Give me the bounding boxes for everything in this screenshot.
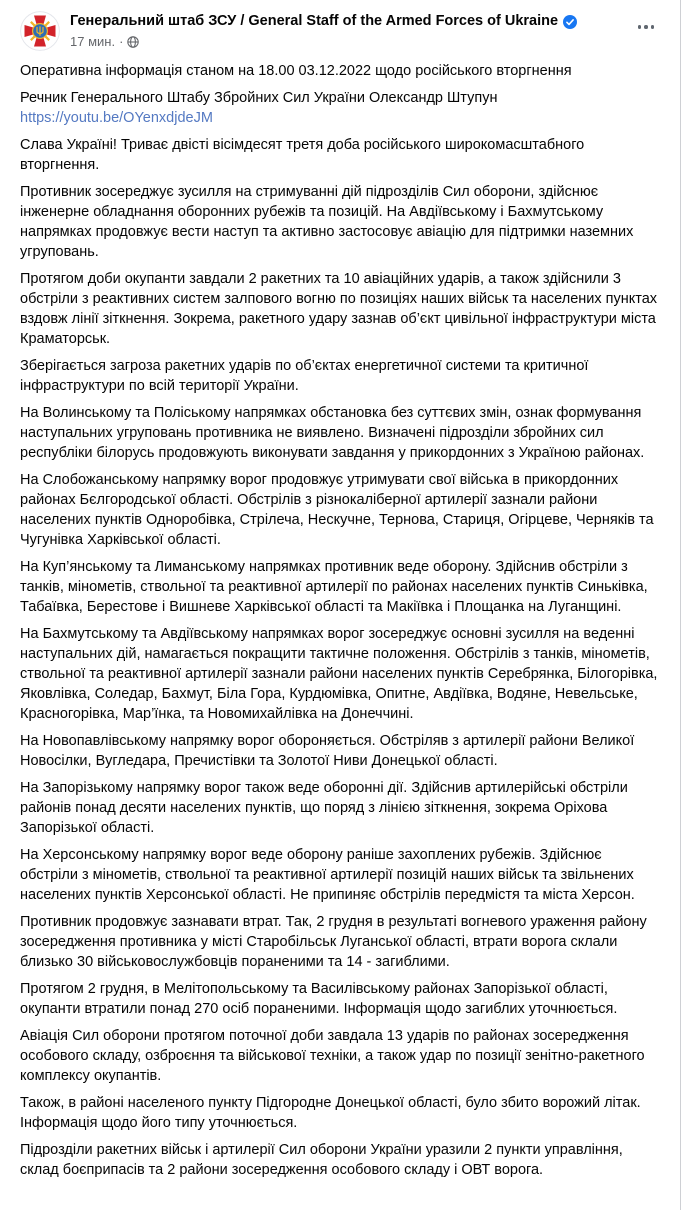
- post-text-body: [0, 55, 680, 1194]
- post-paragraph: Слава Україні! Триває двісті вісімдесят третя доба російського широкомасштабного вторгнення.: [20, 137, 585, 173]
- post-paragraph: Зберігається загроза ракетних ударів по об’єктах енергетичної системи та критичної інфраструктури по всій території України.: [20, 358, 589, 394]
- post-paragraph: Протягом доби окупанти завдали 2 ракетних та 10 авіаційних ударів, а також здійснили 3 обстріли з реактивних систем залпового вогню по позиціях наших військ та населених пунктах вздовж лінії зіткнення. Зокрема, ракетного удару зазнав об’єкт цивільної інфраструктури міста Краматорськ.: [20, 271, 658, 347]
- post-paragraph: На Волинському та Поліському напрямках обстановка без суттєвих змін, ознак формування наступальних угруповань противника не виявлено. Визначені підрозділи збройних сил республіки білорусь продовжують виконувати завдання у прикордонних з Україною районах.: [20, 405, 645, 461]
- post-paragraph: На Бахмутському та Авдіївському напрямках ворог зосереджує основні зусилля на веденні наступальних дій, намагається покращити тактичне положення. Обстрілів з танків, мінометів, ствольної та реактивної артилерії зазнали райони населених пунктів Серебрянка, Білогорівка, Яковлівка, Соледар, Бахмут, Біла Гора, Курдюмівка, Опитне, Авдіївка, Водяне, Невельське, Красногорівка, Мар’їнка, та Новомихайлівка на Донеччині.: [20, 626, 658, 722]
- public-audience-globe-icon: [127, 36, 139, 48]
- post-timestamp[interactable]: 17 мин.: [70, 34, 116, 49]
- post-paragraph: Оперативна інформація станом на 18.00 03.12.2022 щодо російського вторгнення: [20, 63, 572, 79]
- post-paragraph: На Новопавлівському напрямку ворог обороняється. Обстріляв з артилерії райони Великої Новосілки, Вугледара, Пречистівки та Золотої Ниви Донецької області.: [20, 733, 635, 769]
- post-paragraph: Авіація Сил оборони протягом поточної доби завдала 13 ударів по районах зосередження особового складу, озброєння та військової техніки, а також удар по позиції зенітно-ракетного комплексу окупантів.: [20, 1028, 645, 1084]
- spokesman-line: Речник Генерального Штабу Збройних Сил України Олександр Штупун: [20, 90, 498, 106]
- post-meta-row: [70, 34, 626, 49]
- post-paragraph: Підрозділи ракетних військ і артилерії Сил оборони України уразили 2 пункти управління, склад боєприпасів та 2 райони зосередження особового складу і ОВТ ворога.: [20, 1142, 623, 1178]
- post-paragraph: На Куп’янському та Лиманському напрямках противник веде оборону. Здійснив обстріли з танків, мінометів, ствольної та реактивної артилерії по районах населених пунктів Синьківка, Табаївка, Берестове і Вишневе Харківської області та Макіївка і Площанка на Луганщині.: [20, 559, 648, 615]
- youtube-video-link[interactable]: https://youtu.be/OYenxdjdeJM: [20, 110, 213, 126]
- more-options-dot: [644, 25, 648, 29]
- post-paragraph: [20, 88, 660, 128]
- post-paragraph: На Слобожанському напрямку ворог продовжує утримувати свої війська в прикордонних районах Бєлгородської області. Обстрілів з різнокаліберної артилерії зазнали райони населених пунктів Одноробівка, Стрілеча, Нескучне, Тернова, Стариця, Огірцеве, Черняків та Чугунівка Харківської області.: [20, 472, 654, 548]
- post-paragraph: Також, в районі населеного пункту Підгородне Донецької області, було збито ворожий літак. Інформація щодо його типу уточнюється.: [20, 1095, 641, 1131]
- more-options-dot: [638, 25, 642, 29]
- post-header: [0, 0, 680, 55]
- post-paragraph: Противник зосереджує зусилля на стримуванні дій підрозділів Сил оборони, здійснює інженерне обладнання оборонних рубежів та позицій. На Авдіївському і Бахмутському напрямках продовжує вести наступ та активно застосовує авіацію для підтримки наземних угруповань.: [20, 184, 634, 260]
- post-paragraph: Противник продовжує зазнавати втрат. Так, 2 грудня в результаті вогневого ураження району зосередження противника у місті Старобільськ Луганської області, втрати ворога склали близько 30 військовослужбовців пораненими та 14 - загиблими.: [20, 914, 647, 970]
- page-name-link[interactable]: Генеральний штаб ЗСУ / General Staff of the Armed Forces of Ukraine: [70, 13, 559, 29]
- verified-badge-icon: [563, 15, 577, 29]
- post-paragraph: На Запорізькому напрямку ворог також веде оборонні дії. Здійснив артилерійські обстріли районів понад десяти населених пунктів, що поряд з лінією зіткнення, зокрема Оріхова Запорізької області.: [20, 780, 628, 836]
- post-paragraph: Протягом 2 грудня, в Мелітопольському та Василівському районах Запорізької області, окупанти втратили понад 270 осіб пораненими. Інформація щодо загиблих уточнюється.: [20, 981, 618, 1017]
- more-options-dot: [651, 25, 655, 29]
- post-paragraph: На Херсонському напрямку ворог веде оборону раніше захоплених рубежів. Здійснює обстріли з мінометів, ствольної та реактивної артилерії позицій наших військ та звільнених населених пунктів Херсонської області. Не припиняє обстрілів передмістя та міста Херсон.: [20, 847, 635, 903]
- header-text: [70, 11, 626, 49]
- meta-separator: ·: [119, 34, 124, 49]
- more-options-button[interactable]: [626, 11, 667, 43]
- page-name-row: [70, 12, 626, 31]
- page-avatar-general-staff-emblem[interactable]: [20, 11, 60, 51]
